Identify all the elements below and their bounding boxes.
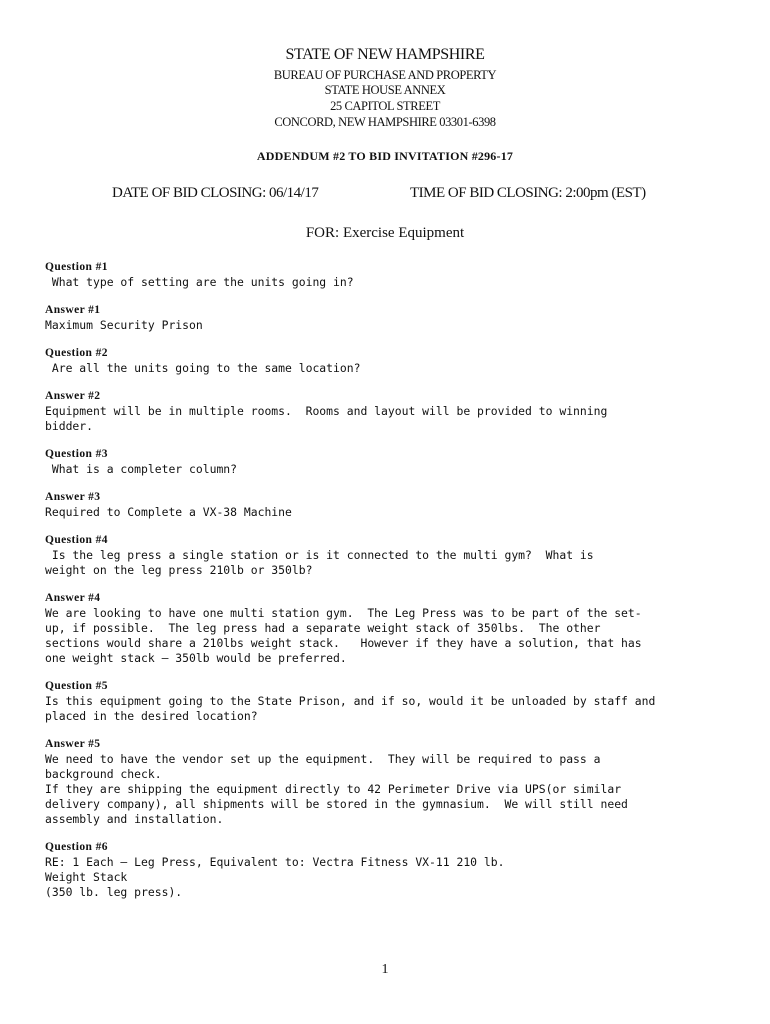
bureau-line: BUREAU OF PURCHASE AND PROPERTY [273,68,497,82]
qa-label: Question #5 [45,680,108,692]
qa-text: Is the leg press a single station or is it connected to the multi gym? What is weight on the leg press 210lb or 350lb? [45,548,594,577]
qa-text: We are looking to have one multi station gym. The Leg Press was to be part of the set- up, if possible. The leg press had a separate weight stack of 350lbs. The other sections would share a 210lbs weight stack. However if they have a solution, that has one weight stack – 350lb would be preferred. [45,606,642,665]
qa-item [45,533,735,578]
qa-item [45,303,735,333]
qa-label: Question #6 [45,841,108,853]
qa-item [45,679,735,724]
qa-label: Question #2 [45,347,108,359]
qa-label: Question #1 [45,261,108,273]
for-line: FOR: Exercise Equipment [305,225,465,241]
qa-item [45,737,735,827]
city-line: CONCORD, NEW HAMPSHIRE 03301-6398 [274,115,496,129]
qa-list [45,260,735,913]
qa-label: Answer #3 [45,491,101,503]
qa-text: What is a completer column? [45,462,238,476]
qa-label: Answer #5 [45,738,101,750]
qa-item [45,389,735,434]
qa-text: RE: 1 Each – Leg Press, Equivalent to: Vectra Fitness VX-11 210 lb. Weight Stack (350 lb. leg press). [45,855,505,899]
date-of-bid-closing: DATE OF BID CLOSING: 06/14/17 [112,185,319,201]
qa-item [45,490,735,520]
qa-item [45,346,735,376]
qa-text: Are all the units going to the same location? [45,361,361,375]
qa-label: Answer #4 [45,592,101,604]
qa-item [45,840,735,900]
page-number: 1 [381,962,389,977]
street-line: 25 CAPITOL STREET [330,99,440,113]
qa-text: Is this equipment going to the State Prison, and if so, would it be unloaded by staff and placed in the desired location? [45,694,656,723]
addendum-title: ADDENDUM #2 TO BID INVITATION #296-17 [256,149,514,163]
state-title: STATE OF NEW HAMPSHIRE [285,46,485,63]
qa-label: Question #4 [45,534,108,546]
qa-label: Question #3 [45,448,108,460]
qa-text: Required to Complete a VX-38 Machine [45,505,292,519]
qa-label: Answer #2 [45,390,101,402]
qa-text: Maximum Security Prison [45,318,203,332]
annex-line: STATE HOUSE ANNEX [324,83,446,97]
qa-text: Equipment will be in multiple rooms. Rooms and layout will be provided to winning bidder. [45,404,608,433]
qa-text: What type of setting are the units going in? [45,275,354,289]
qa-item [45,260,735,290]
qa-label: Answer #1 [45,304,101,316]
qa-text: We need to have the vendor set up the equipment. They will be required to pass a background check. If they are shipping the equipment directly to 42 Perimeter Drive via UPS(or similar delivery company), all shipments will be stored in the gymnasium. We will still need assembly and installation. [45,752,628,826]
qa-item [45,447,735,477]
time-of-bid-closing: TIME OF BID CLOSING: 2:00pm (EST) [410,185,646,201]
qa-item [45,591,735,666]
